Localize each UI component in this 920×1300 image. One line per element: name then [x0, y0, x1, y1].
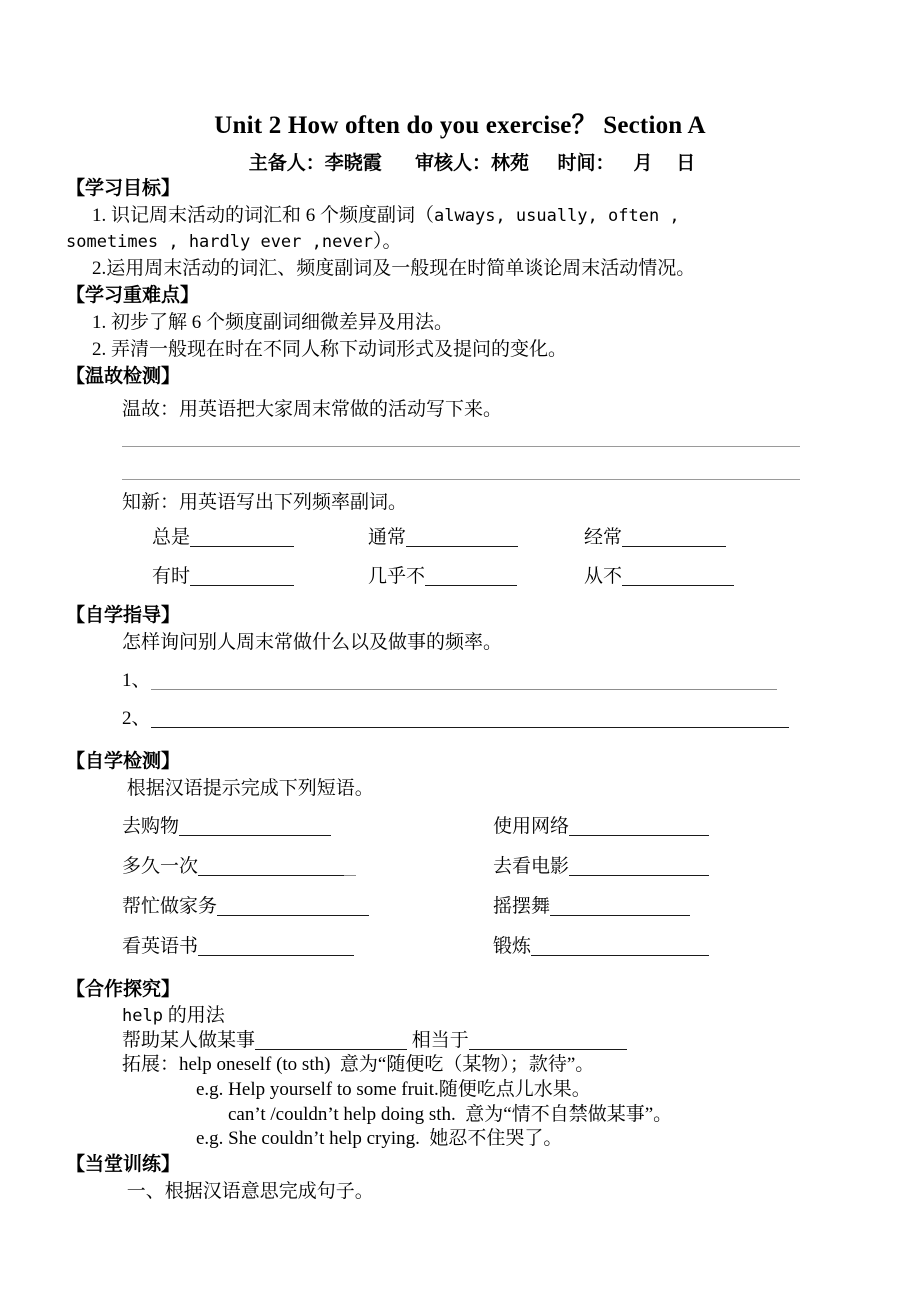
- phrase-blank-go-shopping[interactable]: [179, 817, 331, 836]
- objective-1-adverbs-a: always, usually, often ,: [434, 205, 680, 226]
- review-answer-row-2[interactable]: [0, 457, 920, 490]
- objective-1-adverbs-b: sometimes , hardly ever ,never: [66, 232, 374, 253]
- help-structure-line: [0, 1029, 920, 1054]
- adverb-cell-often: [584, 525, 726, 552]
- phrase-cell-go-shopping: [122, 817, 493, 836]
- adverb-row-1: [0, 517, 920, 552]
- section-heading-key-points: 【学习重难点】: [66, 285, 200, 307]
- objective-item-1-cont: [0, 229, 920, 256]
- guidance-item-2-number: 2、: [122, 708, 151, 730]
- phrase-cell-swing-dance: [493, 897, 690, 916]
- help-example-2: e.g. She couldn’t help crying. 她忍不住哭了。: [196, 1128, 563, 1150]
- help-example-1: e.g. Help yourself to some fruit.随便吃点儿水果。: [196, 1079, 591, 1101]
- help-structure-mid: 相当于: [407, 1029, 469, 1051]
- page-title: Unit 2 How often do you exercise？ Section A: [214, 112, 706, 139]
- section-heading-objectives: 【学习目标】: [66, 177, 181, 199]
- phrase-blank-how-often[interactable]: [198, 857, 344, 876]
- phrase-cell-exercise: [493, 937, 709, 956]
- adverb-label-usually: 通常: [368, 527, 407, 549]
- phrase-blank-help-with-housework[interactable]: [217, 897, 369, 916]
- phrase-blank-use-internet[interactable]: [569, 817, 709, 836]
- guidance-blank-2[interactable]: [151, 709, 789, 728]
- phrase-label-exercise: 锻炼: [493, 936, 532, 958]
- review-answer-row-1[interactable]: [0, 424, 920, 457]
- phrase-label-help-with-housework: 帮忙做家务: [122, 896, 218, 918]
- key-point-item-2: 2. 弄清一般现在时在不同人称下动词形式及提问的变化。: [92, 339, 568, 361]
- adverb-blank-hardly-ever[interactable]: [425, 567, 517, 586]
- phrase-label-read-english-books: 看英语书: [122, 936, 199, 958]
- adverb-blank-never[interactable]: [622, 567, 734, 586]
- phrase-blank-go-to-movies[interactable]: [569, 857, 709, 876]
- adverb-row-2: [0, 552, 920, 591]
- key-point-item-1: 1. 初步了解 6 个频度副词细微差异及用法。: [92, 312, 454, 334]
- phrase-label-swing-dance: 摇摆舞: [493, 896, 551, 918]
- phrase-cell-how-often: [122, 857, 493, 876]
- new-knowledge-prompt: 知新：用英语写出下列频率副词。: [122, 492, 408, 514]
- phrase-blank-swing-dance[interactable]: [550, 897, 690, 916]
- adverb-blank-always[interactable]: [190, 528, 294, 547]
- help-structure-label: 帮助某人做某事: [122, 1029, 256, 1051]
- adverb-cell-always: [152, 525, 368, 552]
- phrase-row-2: [0, 857, 920, 897]
- phrase-cell-help-with-housework: [122, 897, 493, 916]
- adverb-label-always: 总是: [152, 527, 191, 549]
- guidance-blank-1[interactable]: [151, 671, 777, 690]
- guidance-prompt: 怎样询问别人周末常做什么以及做事的频率。: [122, 632, 503, 654]
- section-heading-review: 【温故检测】: [66, 366, 181, 388]
- practice-item-1: 一、根据汉语意思完成句子。: [122, 1181, 374, 1203]
- phrase-cell-go-to-movies: [493, 857, 709, 876]
- adverb-blank-sometimes[interactable]: [190, 567, 294, 586]
- adverb-cell-usually: [368, 525, 584, 552]
- section-heading-cooperation: 【合作探究】: [66, 979, 181, 1001]
- guidance-item-1: [0, 657, 920, 709]
- phrase-cell-use-internet: [493, 817, 709, 836]
- help-structure-blank-1[interactable]: [255, 1031, 407, 1050]
- phrase-row-1: [0, 803, 920, 857]
- objective-1-prefix: 1. 识记周末活动的词汇和 6 个频度副词（: [92, 204, 435, 226]
- adverb-blank-usually[interactable]: [406, 528, 518, 547]
- help-structure-blank-2[interactable]: [469, 1031, 627, 1050]
- guidance-item-2: [0, 709, 920, 747]
- objective-item-1: [0, 203, 920, 230]
- phrase-label-how-often: 多久一次: [122, 856, 199, 878]
- review-prompt: 温故：用英语把大家周末常做的活动写下来。: [122, 399, 503, 421]
- adverb-cell-hardly-ever: [368, 564, 584, 591]
- guidance-item-1-number: 1、: [122, 670, 151, 692]
- adverb-label-sometimes: 有时: [152, 566, 191, 588]
- self-test-prompt: 根据汉语提示完成下列短语。: [122, 778, 374, 800]
- help-usage-line: [0, 1004, 920, 1029]
- help-usage-suffix: 的用法: [162, 1005, 225, 1027]
- review-answer-rule-2[interactable]: [122, 479, 800, 480]
- section-heading-self-test: 【自学检测】: [66, 751, 181, 773]
- phrase-blank-how-often-tail[interactable]: [344, 857, 356, 876]
- section-heading-guidance: 【自学指导】: [66, 605, 181, 627]
- phrase-blank-read-english-books[interactable]: [198, 937, 354, 956]
- phrase-cell-read-english-books: [122, 937, 493, 956]
- phrase-row-4: [0, 937, 920, 977]
- help-rule-2: can’t /couldn’t help doing sth. 意为“情不自禁做某事”。: [228, 1103, 673, 1125]
- adverb-blank-often[interactable]: [622, 528, 726, 547]
- phrase-label-use-internet: 使用网络: [493, 816, 570, 838]
- help-expand-line: 拓展：help oneself (to sth) 意为“随便吃（某物）；款待”。: [122, 1054, 595, 1076]
- phrase-label-go-shopping: 去购物: [122, 816, 180, 838]
- phrase-row-3: [0, 897, 920, 937]
- phrase-blank-exercise[interactable]: [531, 937, 709, 956]
- section-heading-practice: 【当堂训练】: [66, 1154, 181, 1176]
- help-usage-word: help: [122, 1006, 163, 1027]
- adverb-label-never: 从不: [584, 566, 623, 588]
- phrase-label-go-to-movies: 去看电影: [493, 856, 570, 878]
- objective-item-2: 2.运用周末活动的词汇、频度副词及一般现在时简单谈论周末活动情况。: [92, 258, 696, 280]
- objective-1-suffix: ）。: [373, 231, 402, 253]
- adverb-label-hardly-ever: 几乎不: [368, 566, 426, 588]
- adverb-label-often: 经常: [584, 527, 623, 549]
- adverb-cell-sometimes: [152, 564, 368, 591]
- adverb-cell-never: [584, 564, 734, 591]
- review-answer-rule-1[interactable]: [122, 446, 800, 447]
- document-byline: 主备人：李晓霞 审核人：林苑 时间： 月 日: [248, 152, 696, 174]
